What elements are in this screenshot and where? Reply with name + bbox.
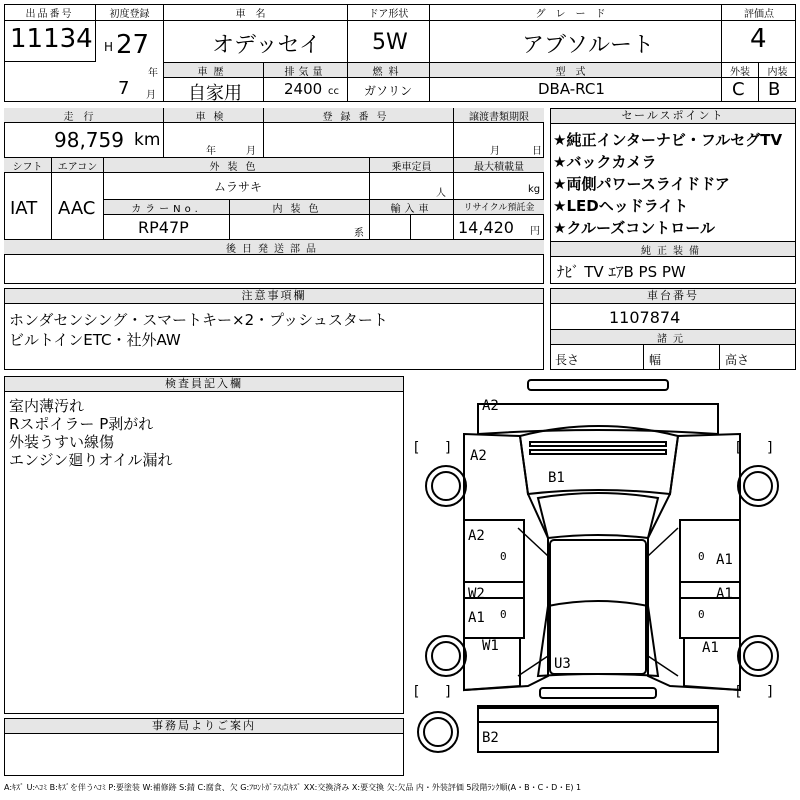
mileage-label: 走行 [4, 108, 163, 123]
plate-label: 登録番号 [264, 108, 453, 123]
inspector-line: エンジン廻りオイル漏れ [9, 451, 173, 469]
shift-cell [4, 158, 52, 240]
bracket-left: [ [412, 440, 421, 456]
chassis-number: 1107874 [609, 308, 681, 327]
int-grade: B [768, 79, 781, 100]
import-label: 輸入車 [370, 200, 453, 215]
grade-cell [430, 4, 722, 62]
year-unit: 年 [148, 68, 158, 79]
damage-right-rear-door: A1 [716, 586, 733, 602]
sales-points-block [550, 108, 796, 284]
history: 自家用 [188, 83, 242, 104]
damage-roof-rear: U3 [554, 656, 571, 672]
bracket-right: ] [444, 440, 453, 456]
damage-left-rear: W1 [482, 638, 499, 654]
bracket-left: [ [412, 684, 421, 700]
equip-label: 純正装備 [551, 242, 795, 257]
car-name-cell [164, 4, 348, 62]
zero-mark: 0 [698, 608, 705, 621]
grade-label: グレード [430, 5, 721, 21]
color-no: RP47P [138, 218, 189, 237]
sales-point: ★LEDヘッドライト [553, 197, 689, 215]
bracket-left: [ [734, 684, 743, 700]
length-label: 長さ [555, 353, 580, 367]
ext-color-label: 外装色 [104, 158, 369, 173]
inspector-block [4, 376, 404, 714]
notes-label: 注意事項欄 [5, 289, 543, 304]
first-reg-label: 初度登録 [96, 5, 163, 21]
era: H [104, 40, 114, 54]
score: 4 [750, 24, 767, 54]
zero-mark: 0 [500, 550, 507, 563]
recycle-unit: 円 [530, 226, 540, 237]
lot-number: 11134 [10, 24, 93, 54]
recycle-label: リサイクル預託金 [454, 200, 544, 215]
month-unit: 月 [146, 90, 156, 101]
transfer-cell [454, 108, 544, 158]
lot-cell [4, 4, 96, 62]
model-cell [430, 62, 722, 102]
ext-grade: C [732, 79, 745, 100]
displacement-label: 排気量 [264, 63, 347, 78]
rear-parts-label: 後日発送部品 [4, 240, 544, 255]
sales-points-list [553, 129, 782, 239]
import-cell [370, 200, 454, 240]
ext-int-cell [722, 62, 796, 102]
month: 7 [118, 78, 130, 99]
displacement-unit: cc [328, 86, 339, 97]
inspector-line: 室内薄汚れ [9, 397, 85, 415]
score-cell [722, 4, 796, 62]
inspector-label: 検査員記入欄 [5, 377, 403, 392]
max-load-unit: kg [528, 184, 541, 195]
notes-block [4, 288, 544, 370]
damage-rear: B2 [482, 730, 499, 746]
dims-label: 諸元 [551, 330, 795, 345]
model: DBA-RC1 [538, 80, 605, 98]
capacity-unit: 人 [436, 188, 446, 199]
rear-parts-cell [4, 240, 544, 284]
height-label: 高さ [725, 353, 750, 367]
inspector-line: 外装うすい線傷 [9, 433, 115, 451]
damage-left-front: A2 [470, 448, 487, 464]
displacement: 2400 [284, 80, 323, 98]
inspection-cell [164, 108, 264, 158]
equip: ﾅﾋﾞ TV ｴｱB PS PW [557, 263, 686, 281]
doors-label: ドア形状 [348, 5, 429, 21]
recycle-cell [454, 200, 544, 240]
sales-point: ★両側パワースライドドア [553, 175, 730, 193]
first-reg-cell [96, 4, 164, 102]
int-label: 内装 [759, 63, 796, 78]
capacity-cell [370, 158, 454, 200]
width-label: 幅 [649, 353, 662, 367]
inspection-year: 年 [206, 146, 216, 157]
damage-left-rear-door-a: A1 [468, 610, 485, 626]
transfer-month: 月 [490, 146, 500, 157]
sales-point: ★純正インターナビ・フルセグTV [553, 131, 783, 149]
shift-label: シフト [4, 158, 51, 173]
max-load-cell [454, 158, 544, 200]
inspection-label: 車検 [164, 108, 263, 123]
int-color-unit: 系 [354, 228, 364, 239]
shift: IAT [10, 198, 38, 219]
bracket-right: ] [766, 440, 775, 456]
doors: 5W [372, 30, 408, 55]
ac-label: エアコン [52, 158, 103, 173]
color-no-cell [104, 200, 230, 240]
mileage-cell [4, 108, 164, 158]
grade: アブソルート [522, 33, 655, 58]
plate-cell [264, 108, 454, 158]
bracket-left: [ [734, 440, 743, 456]
model-label: 型式 [430, 63, 721, 78]
damage-front: A2 [482, 398, 499, 414]
lot-label: 出品番号 [4, 5, 95, 21]
note-line: ビルトインETC・社外AW [9, 331, 181, 349]
sales-point: ★バックカメラ [553, 153, 657, 171]
fuel: ガソリン [364, 84, 413, 98]
bracket-right: ] [766, 684, 775, 700]
inspection-month: 月 [246, 146, 256, 157]
car-name: オデッセイ [212, 33, 321, 58]
recycle: 14,420 [458, 218, 514, 237]
int-color-label: 内装色 [230, 200, 369, 215]
ext-label: 外装 [722, 63, 759, 78]
displacement-cell [264, 62, 348, 102]
note-line: ホンダセンシング・スマートキー×2・プッシュスタート [9, 311, 388, 329]
legend: A:ｷｽﾞ U:ﾍｺﾐ B:ｷｽﾞを伴うﾍｺﾐ P:要塗装 W:補修跡 S:錆 C:腐食、欠 G:ﾌﾛﾝﾄｶﾞﾗｽ点ｷｽﾞ XX:交換済み X:要交換 欠:欠品 内・外装評価 5段階ﾗﾝｸ順(A・B・C・D・E) 1 [4, 783, 582, 792]
office-block [4, 718, 404, 776]
color-no-label: カラーNo. [104, 200, 229, 215]
history-label: 車歴 [164, 63, 263, 78]
capacity-label: 乗車定員 [370, 158, 453, 173]
ac-cell [52, 158, 104, 240]
bracket-right: ] [444, 684, 453, 700]
transfer-label: 譲渡書類期限 [454, 108, 544, 123]
int-color-cell [230, 200, 370, 240]
score-label: 評価点 [722, 5, 796, 21]
year: 27 [116, 30, 150, 60]
mileage-unit: km [134, 130, 161, 150]
damage-right-front-door: A1 [716, 552, 733, 568]
doors-cell [348, 4, 430, 62]
sales-point: ★クルーズコントロール [553, 219, 715, 237]
ext-color: ムラサキ [214, 180, 263, 194]
fuel-cell [348, 62, 430, 102]
zero-mark: 0 [698, 550, 705, 563]
transfer-day: 日 [532, 146, 542, 157]
mileage: 98,759 [54, 128, 124, 152]
damage-left-front-door: A2 [468, 528, 485, 544]
ac: AAC [58, 198, 96, 219]
fuel-label: 燃料 [348, 63, 429, 78]
max-load-label: 最大積載量 [454, 158, 544, 173]
car-diagram [408, 376, 796, 776]
chassis-block [550, 288, 796, 370]
sales-points-label: セールスポイント [551, 109, 795, 124]
damage-right-rear: A1 [702, 640, 719, 656]
car-name-label: 車名 [164, 5, 347, 21]
inspector-line: Rスポイラー P剥がれ [9, 415, 154, 433]
damage-hood: B1 [548, 470, 565, 486]
history-cell [164, 62, 264, 102]
zero-mark: 0 [500, 608, 507, 621]
office-label: 事務局よりご案内 [5, 719, 403, 734]
chassis-label: 車台番号 [551, 289, 795, 304]
ext-color-cell [104, 158, 370, 200]
damage-left-rear-door-w: W2 [468, 586, 485, 602]
